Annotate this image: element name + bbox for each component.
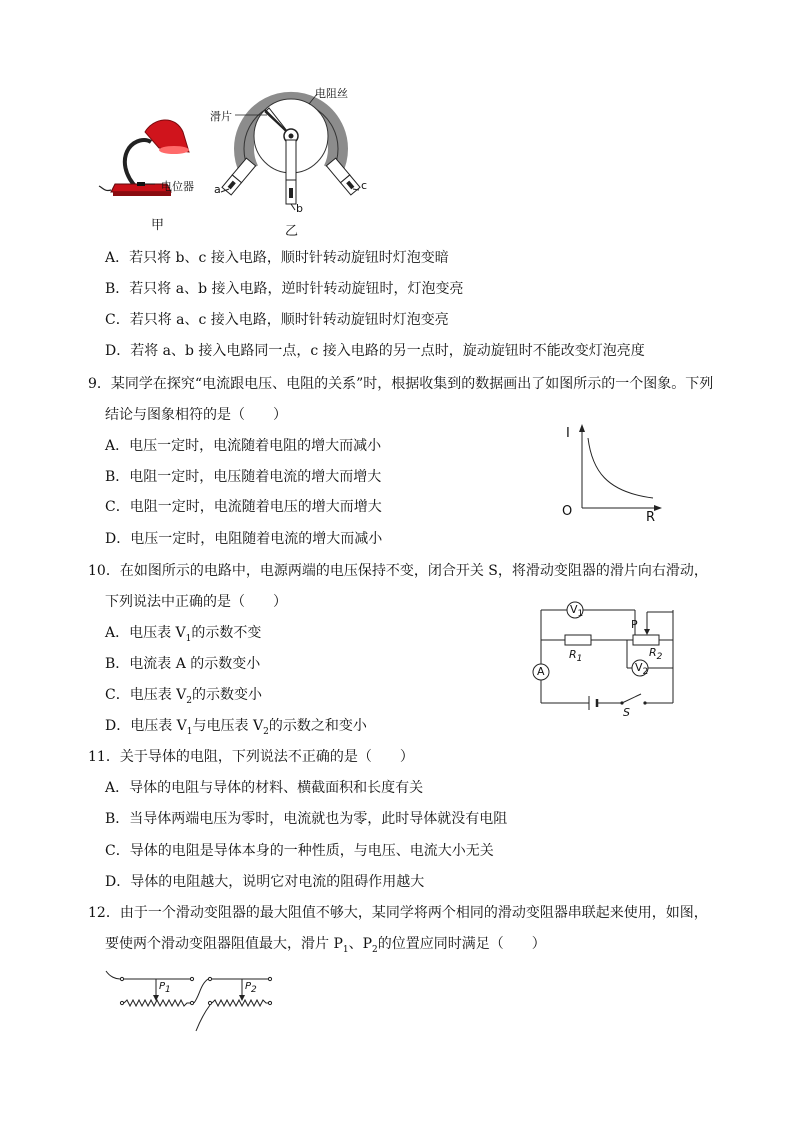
terminal-b-label: b: [296, 202, 303, 215]
potentiometer-diagram-icon: [205, 82, 380, 237]
q9-stem-line2: 结论与图象相符的是（ ）: [105, 407, 287, 423]
figure-caption-yi: 乙: [285, 224, 299, 239]
q10-option-d-pre: D．电压表 V: [105, 718, 187, 734]
terminal-a-label: a: [214, 183, 221, 196]
resistor-r1-label: [569, 648, 582, 664]
potentiometer-figure: [205, 82, 380, 237]
q11-option-d[interactable]: D．导体的电阻越大，说明它对电流的阻碍作用越大: [105, 874, 425, 890]
q10-option-b[interactable]: B．电流表 A 的示数变小: [105, 656, 261, 672]
q10-option-c-pre: C．电压表 V: [105, 687, 187, 703]
q10-stem-line1: 10．在如图所示的电路中，电源两端的电压保持不变，闭合开关 S，将滑动变阻器的滑片向右滑动，: [88, 563, 708, 579]
resistor-r2-sub: 2: [656, 652, 663, 663]
q10-option-a[interactable]: [105, 624, 261, 648]
q10-option-c[interactable]: [105, 686, 262, 710]
resistor-r1-text: R: [569, 648, 577, 661]
q12-stem-line2: [105, 935, 546, 959]
voltmeter-v2-label: [635, 661, 648, 677]
q11-option-c[interactable]: C．导体的电阻是导体本身的一种性质，与电压、电流大小无关: [105, 843, 494, 859]
q9-option-d[interactable]: D．电压一定时，电阻随着电流的增大而减小: [105, 531, 383, 547]
ammeter-label: A: [537, 665, 545, 678]
voltmeter-v1-label: [570, 603, 583, 619]
q10-stem-line2: 下列说法中正确的是（ ）: [105, 594, 287, 610]
slider-p2-label: [245, 981, 257, 995]
q9-option-a[interactable]: A．电压一定时，电流随着电阻的增大而减小: [105, 438, 382, 454]
terminal-c-label: c: [361, 179, 368, 192]
q12-stem-line2-mid: 、P: [348, 936, 373, 952]
q9-option-b[interactable]: B．电阻一定时，电压随着电流的增大而增大: [105, 469, 382, 485]
lamp-figure: [95, 110, 215, 233]
q10-option-a-sub: 1: [185, 633, 192, 644]
q10-option-c-post: 的示数变小: [192, 687, 263, 703]
q12-stem-line1: 12．由于一个滑动变阻器的最大阻值不够大，某同学将两个相同的滑动变阻器串联起来使用，如图，: [88, 905, 708, 921]
q8-option-a[interactable]: A．若只将 b、c 接入电路，顺时针转动旋钮时灯泡变暗: [105, 250, 449, 266]
rheostat-series-figure: [100, 965, 280, 1035]
q11-option-b[interactable]: B．当导体两端电压为零时，电流就也为零，此时导体就没有电阻: [105, 811, 508, 827]
q10-option-d[interactable]: [105, 717, 367, 741]
slider-p1-label: [159, 981, 171, 995]
q12-stem-line2-post: 的位置应同时满足（ ）: [377, 936, 546, 952]
q12-stem-sub2: 2: [372, 944, 378, 955]
resistor-r1-sub: 1: [576, 654, 583, 665]
slider-p2-text: P: [245, 981, 252, 992]
q9-option-c[interactable]: C．电阻一定时，电流随着电压的增大而增大: [105, 499, 382, 515]
q8-option-c[interactable]: C．若只将 a、c 接入电路，顺时针转动旋钮时灯泡变亮: [105, 312, 449, 328]
resistance-wire-label: 电阻丝: [315, 87, 348, 100]
iv-graph: [558, 422, 668, 532]
voltmeter-v1-text: V: [570, 603, 578, 616]
graph-x-label: R: [646, 510, 656, 525]
slider-p1-sub: 1: [165, 985, 171, 995]
circuit-diagram: [527, 598, 677, 720]
q11-option-a[interactable]: A．导体的电阻与导体的材料、横截面积和长度有关: [105, 780, 424, 796]
slider-p1-text: P: [159, 981, 166, 992]
graph-origin-label: O: [562, 504, 573, 519]
desk-lamp-icon: [95, 110, 215, 230]
q10-option-c-sub: 2: [186, 695, 193, 706]
q9-stem-line1: 9．某同学在探究“电流跟电压、电阻的关系”时，根据收集到的数据画出了如图所示的一个图象。下列: [88, 376, 714, 392]
q10-option-d-mid: 与电压表 V: [192, 718, 264, 734]
q11-stem: 11．关于导体的电阻，下列说法不正确的是（ ）: [88, 749, 414, 765]
slider-p-label: P: [631, 618, 638, 631]
slider-label: 滑片: [210, 110, 232, 123]
q8-option-b[interactable]: B．若只将 a、b 接入电路，逆时针转动旋钮时，灯泡变亮: [105, 281, 464, 297]
resistor-r2-text: R: [649, 646, 657, 659]
q10-option-d-post: 的示数之和变小: [268, 718, 367, 734]
switch-s-label: S: [623, 706, 630, 719]
q10-option-d-sub1: 1: [186, 726, 193, 737]
q12-stem-line2-pre: 要使两个滑动变阻器阻值最大，滑片 P: [105, 936, 343, 952]
q10-option-a-pre: A．电压表 V: [105, 625, 186, 641]
figure-caption-jia: 甲: [151, 218, 165, 233]
potentiometer-label: 电位器: [161, 180, 194, 193]
q8-option-d[interactable]: D．若将 a、b 接入电路同一点，c 接入电路的另一点时，旋动旋钮时不能改变灯泡亮度: [105, 343, 645, 359]
voltmeter-v1-sub: 1: [577, 609, 584, 620]
voltmeter-v2-sub: 2: [642, 667, 649, 678]
slider-p2-sub: 2: [251, 985, 257, 995]
q10-option-d-sub2: 2: [263, 726, 269, 737]
graph-y-label: I: [566, 426, 570, 441]
q10-option-a-post: 的示数不变: [191, 625, 262, 641]
resistor-r2-label: [649, 646, 662, 662]
q12-stem-sub1: 1: [342, 944, 349, 955]
series-rheostats-icon: [100, 965, 280, 1035]
voltmeter-v2-text: V: [635, 661, 643, 674]
